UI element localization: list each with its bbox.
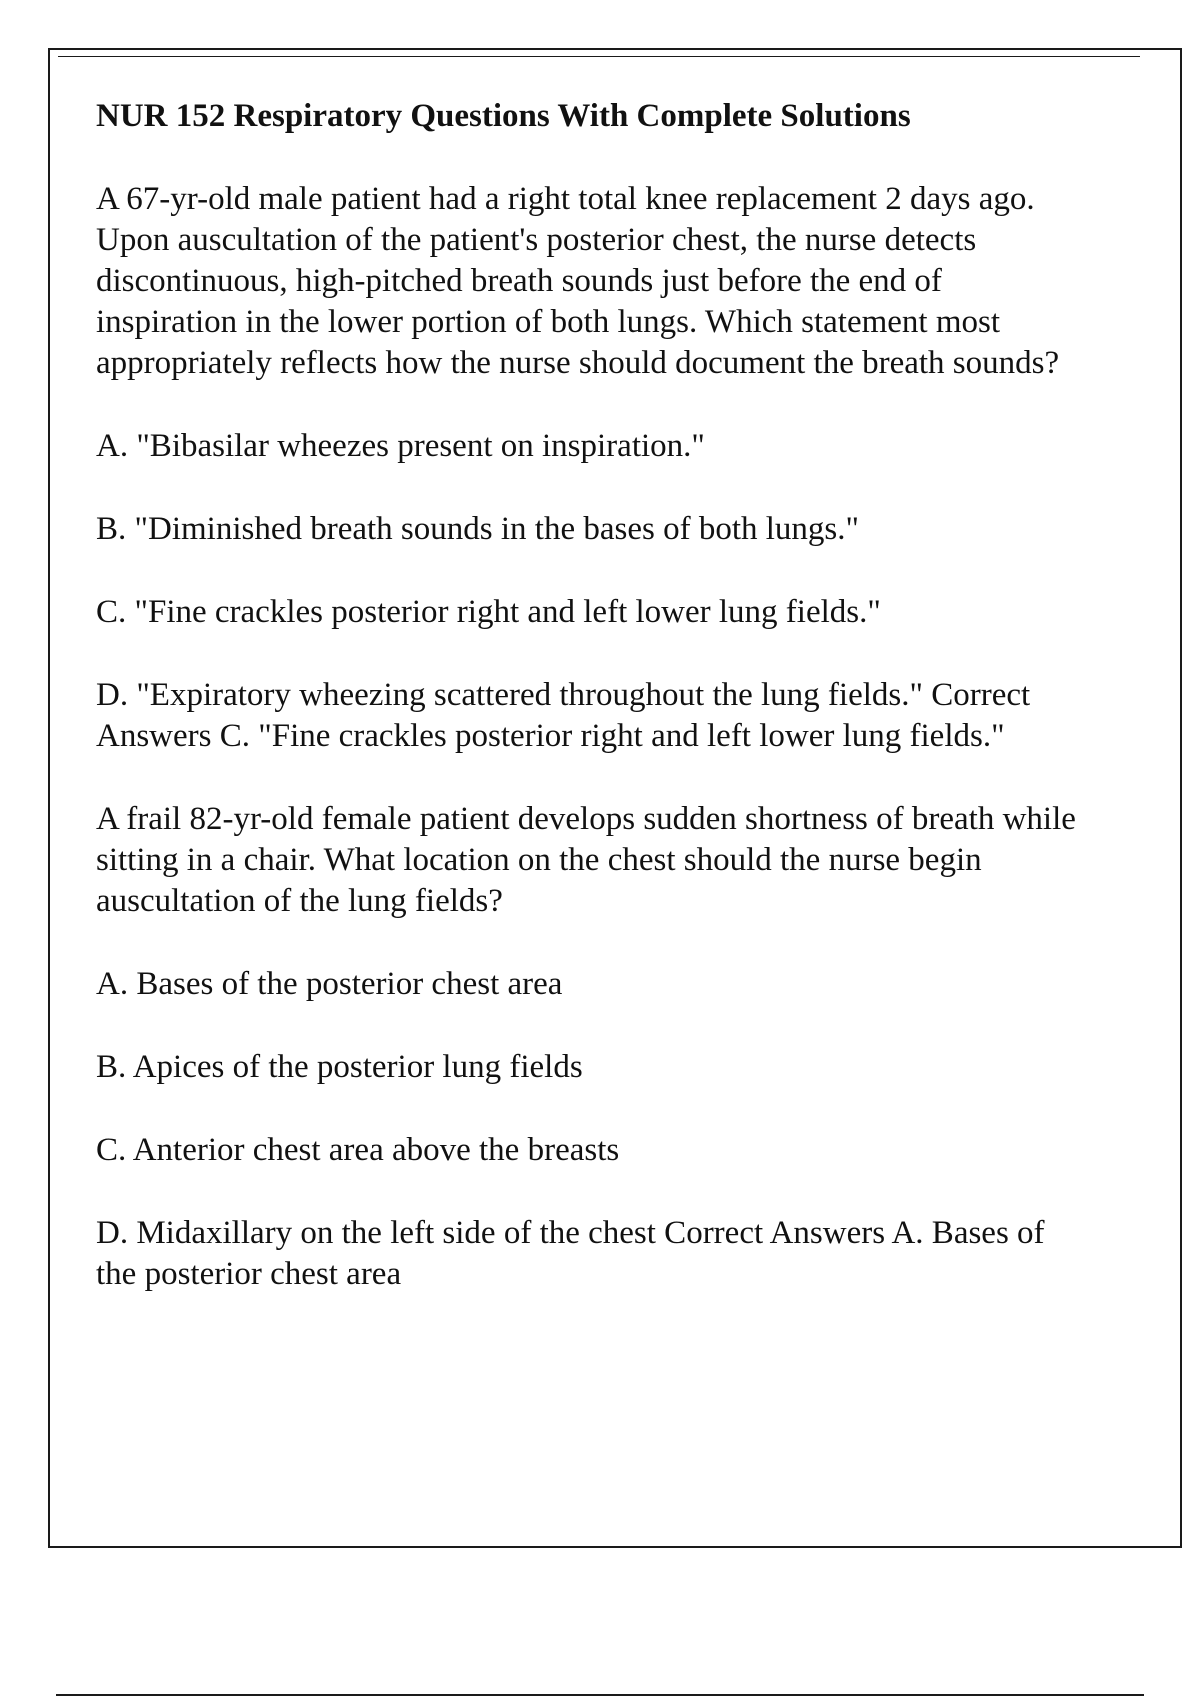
question-1-option-a: A. "Bibasilar wheezes present on inspiration." bbox=[96, 428, 705, 464]
question-1-option-d-answer: D. "Expiratory wheezing scattered throughout the lung fields." Correct Answers C. "Fine crackles posterior right and left lower lung fields." bbox=[96, 677, 1031, 754]
question-1-option-b: B. "Diminished breath sounds in the bases of both lungs." bbox=[96, 511, 859, 547]
bottom-rule bbox=[56, 1694, 1144, 1696]
question-1 bbox=[96, 179, 1086, 757]
question-1-option-c: C. "Fine crackles posterior right and left lower lung fields." bbox=[96, 594, 881, 630]
question-2-option-c: C. Anterior chest area above the breasts bbox=[96, 1132, 620, 1168]
document-title: NUR 152 Respiratory Questions With Complete Solutions bbox=[96, 98, 911, 134]
question-2-option-b: B. Apices of the posterior lung fields bbox=[96, 1049, 583, 1085]
question-2-prompt: A frail 82-yr-old female patient develops sudden shortness of breath while sitting in a chair. What location on the chest should the nurse begin auscultation of the lung fields? bbox=[96, 801, 1076, 919]
question-2-option-d-answer: D. Midaxillary on the left side of the chest Correct Answers A. Bases of the posterior chest area bbox=[96, 1215, 1045, 1292]
top-rule bbox=[58, 56, 1140, 57]
question-2 bbox=[96, 799, 1086, 1295]
document-body bbox=[96, 96, 1086, 1337]
question-1-prompt: A 67-yr-old male patient had a right total knee replacement 2 days ago. Upon auscultation of the patient's posterior chest, the nurse detects discontinuous, high-pitched breath sounds just before the end of inspiration in the lower portion of both lungs. Which statement most appropriately reflects how the nurse should document the breath sounds? bbox=[96, 181, 1060, 381]
question-2-option-a: A. Bases of the posterior chest area bbox=[96, 966, 563, 1002]
